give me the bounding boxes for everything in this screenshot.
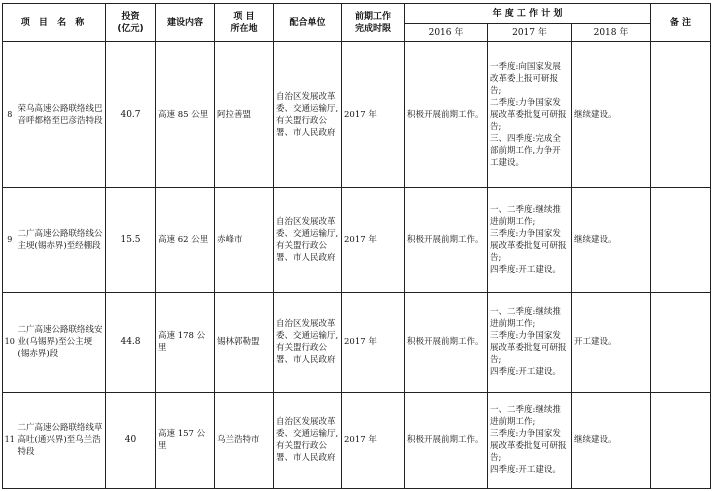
header-row-top	[3, 4, 711, 24]
row-remark	[651, 42, 711, 188]
row-partner: 自治区发展改革委、交通运输厅,有关盟行政公署、市人民政府	[274, 188, 342, 292]
row-location: 阿拉善盟	[215, 42, 274, 188]
row-content: 高速 157 公里	[156, 392, 215, 488]
table-row	[3, 42, 711, 188]
row-partner: 自治区发展改革委、交通运输厅,有关盟行政公署、市人民政府	[274, 42, 342, 188]
row-deadline: 2017 年	[342, 392, 405, 488]
project-plan-table	[2, 3, 711, 489]
row-deadline: 2017 年	[342, 188, 405, 292]
table-row	[3, 188, 711, 292]
row-plan-2016: 积极开展前期工作。	[405, 392, 488, 488]
row-plan-2018: 继续建设。	[572, 188, 651, 292]
row-index: 9	[3, 188, 17, 292]
header-investment: 投资 (亿元)	[106, 4, 156, 42]
header-year-2016: 2016 年	[405, 24, 488, 42]
header-partner: 配合单位	[274, 4, 342, 42]
row-location: 赤峰市	[215, 188, 274, 292]
row-location: 乌兰浩特市	[215, 392, 274, 488]
row-project-name: 二广高速公路联络线公主埂(锡赤界)至经棚段	[17, 188, 106, 292]
row-investment: 40.7	[106, 42, 156, 188]
row-plan-2016: 积极开展前期工作。	[405, 42, 488, 188]
row-remark	[651, 392, 711, 488]
row-plan-2018: 继续建设。	[572, 42, 651, 188]
header-year-2018: 2018 年	[572, 24, 651, 42]
row-remark	[651, 188, 711, 292]
header-deadline: 前期工作 完成时限	[342, 4, 405, 42]
header-year-2017: 2017 年	[488, 24, 572, 42]
row-investment: 40	[106, 392, 156, 488]
row-content: 高速 62 公里	[156, 188, 215, 292]
row-investment: 15.5	[106, 188, 156, 292]
row-plan-2018: 继续建设。	[572, 392, 651, 488]
header-project-name: 项 目 名 称	[3, 4, 106, 42]
row-deadline: 2017 年	[342, 42, 405, 188]
row-content: 高速 85 公里	[156, 42, 215, 188]
row-remark	[651, 292, 711, 392]
row-deadline: 2017 年	[342, 292, 405, 392]
row-project-name: 二广高速公路联络线草高吐(通兴界)至乌兰浩特段	[17, 392, 106, 488]
row-plan-2017: 一、二季度:继续推进前期工作; 三季度:力争国家发展改革委批复可研报告; 四季度:开工建设。	[488, 392, 572, 488]
row-plan-2017: 一、二季度:继续推进前期工作; 三季度:力争国家发展改革委批复可研报告; 四季度:开工建设。	[488, 292, 572, 392]
project-plan-table-page	[2, 3, 710, 489]
row-plan-2016: 积极开展前期工作。	[405, 292, 488, 392]
row-index: 11	[3, 392, 17, 488]
row-partner: 自治区发展改革委、交通运输厅,有关盟行政公署、市人民政府	[274, 292, 342, 392]
header-annual-plan: 年 度 工 作 计 划	[405, 4, 651, 24]
row-location: 锡林郭勒盟	[215, 292, 274, 392]
header-remark: 备 注	[651, 4, 711, 42]
table-row	[3, 392, 711, 488]
row-plan-2017: 一、二季度:继续推进前期工作; 三季度:力争国家发展改革委批复可研报告; 四季度:开工建设。	[488, 188, 572, 292]
row-investment: 44.8	[106, 292, 156, 392]
header-content: 建设内容	[156, 4, 215, 42]
row-partner: 自治区发展改革委、交通运输厅,有关盟行政公署、市人民政府	[274, 392, 342, 488]
row-plan-2017: 一季度:向国家发展改革委上报可研报告; 二季度:力争国家发展改革委批复可研报告; 三、四季度:完成全部前期工作,力争开工建设。	[488, 42, 572, 188]
row-plan-2018: 开工建设。	[572, 292, 651, 392]
row-project-name: 二广高速公路联络线安业(乌锡界)至公主埂(锡赤界)段	[17, 292, 106, 392]
row-index: 8	[3, 42, 17, 188]
row-project-name: 荣乌高速公路联络线巴音呼都格至巴彦浩特段	[17, 42, 106, 188]
header-location: 项 目 所在地	[215, 4, 274, 42]
row-plan-2016: 积极开展前期工作。	[405, 188, 488, 292]
row-index: 10	[3, 292, 17, 392]
row-content: 高速 178 公里	[156, 292, 215, 392]
table-row	[3, 292, 711, 392]
